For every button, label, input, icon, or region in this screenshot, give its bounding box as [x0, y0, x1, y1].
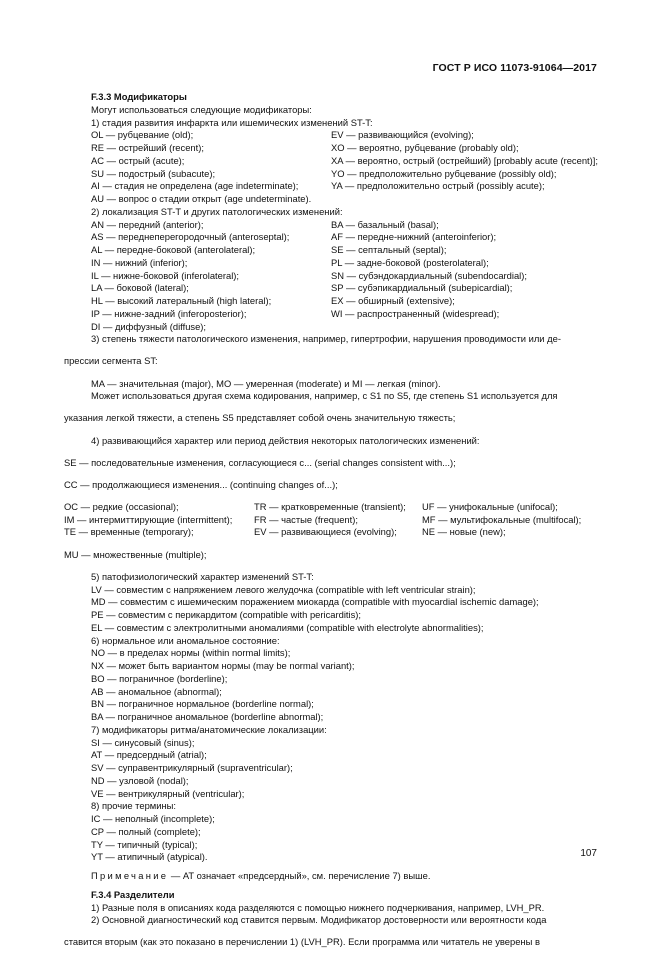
group8-line: TY — типичный (typical); [91, 838, 198, 850]
g2-right: WI — распространенный (widespread); [331, 307, 500, 319]
g2-left: AL — передне-боковой (anterolateral); [91, 244, 256, 255]
note-text: — AT означает «предсердный», см. перечисление 7) выше. [168, 870, 431, 882]
g4-col1: IM — интермиттирующие (intermittent); [64, 513, 233, 525]
g1-right: EV — развивающийся (evolving); [331, 129, 474, 141]
separators-para1: 1) Разные поля в описаниях кода разделяются с помощью нижнего подчеркивания, например, LVH_PR. [91, 901, 545, 913]
group1-row [91, 155, 599, 168]
g1-right: YO — предположительно рубцевание (possibly old); [331, 167, 557, 179]
g1-left: AI — стадия не определена (age indeterminate); [91, 180, 299, 192]
g4-col2: TR — кратковременные (transient); [254, 500, 406, 512]
g1-left: AC — острый (acute); [91, 154, 185, 166]
group3-severity: MA — значительная (major), MO — умеренная (moderate) и MI — легкая (minor). [91, 377, 441, 389]
g2-right: SE — септальный (septal); [331, 244, 447, 255]
g2-left: AN — передний (anterior); [91, 218, 204, 230]
group1-row [91, 142, 599, 155]
g2-right: BA — базальный (basal); [331, 218, 439, 230]
group4-title: 4) развивающийся характер или период действия некоторых патологических изменений: [91, 434, 480, 446]
group6-line: AB — аномальное (abnormal); [91, 685, 222, 697]
group6-line: BA — пограничное аномальное (borderline abnormal); [91, 711, 324, 723]
group8-line: YT — атипичный (atypical). [91, 851, 208, 863]
g1-right: XO — вероятно, рубцевание (probably old); [331, 142, 519, 153]
g2-left: IN — нижний (inferior); [91, 256, 188, 268]
group4-row [64, 526, 599, 539]
group2-row [91, 244, 599, 257]
group4-se: SE — последовательные изменения, согласующиеся с... (serial changes consistent with...); [64, 456, 456, 468]
group7-line: SI — синусовый (sinus); [91, 736, 195, 748]
section-title-f33: F.3.3 Модификаторы [91, 91, 187, 102]
separators-para2-line2: ставится вторым (как это показано в перечислении 1) (LVH_PR). Если программа или читатель не уверены в [64, 936, 540, 948]
group7-line: 7) модификаторы ритма/анатомические локализации: [91, 723, 327, 735]
g1-right: YA — предположительно острый (possibly acute); [331, 180, 545, 192]
g4-col2: EV — развивающиеся (evolving); [254, 526, 397, 538]
group4-row [64, 501, 599, 514]
separators-para2-line1: 2) Основной диагностический код ставится первым. Модификатор достоверности или вероятности кода [91, 914, 547, 926]
g1-left: SU — подострый (subacute); [91, 167, 216, 179]
group1-row [91, 168, 599, 181]
group4-last: MU — множественные (multiple); [64, 548, 207, 560]
group5-line: LV — совместим с напряжением левого желудочка (compatible with left ventricular strain); [91, 583, 476, 595]
group6-line: BO — пограничное (borderline); [91, 672, 228, 684]
group3-line2: прессии сегмента ST: [64, 355, 158, 367]
group1-row [91, 129, 599, 142]
group8-line: 8) прочие термины: [91, 800, 176, 812]
note-label: Примечание [91, 870, 169, 882]
g2-left: AS — переднеперегородочный (anteroseptal); [91, 231, 290, 243]
g4-col3: UF — унифокальные (unifocal); [422, 500, 558, 512]
g4-col1: OC — редкие (occasional); [64, 500, 179, 512]
group5-line: 5) патофизиологический характер изменений ST-T: [91, 570, 314, 582]
group4-cc: CC — продолжающиеся изменения... (continuing changes of...); [64, 478, 338, 490]
group3-note-line1: Может использоваться другая схема кодирования, например, с S1 по S5, где степень S1 используется для [91, 390, 558, 402]
group1-last: AU — вопрос о стадии открыт (age undeterminate). [91, 193, 312, 204]
group5-line: EL — совместим с электролитными аномалиями (compatible with electrolyte abnormalities); [91, 621, 484, 633]
group3-note-line2: указания легкой тяжести, а степень S5 представляет собой очень значительную тяжесть; [64, 412, 456, 424]
intro-line: Могут использоваться следующие модификаторы: [91, 103, 312, 115]
g4-col3: MF — мультифокальные (multifocal); [422, 513, 582, 525]
g2-left: IP — нижне-задний (inferoposterior); [91, 307, 247, 319]
group1-row [91, 180, 599, 193]
g1-left: OL — рубцевание (old); [91, 129, 194, 141]
group2-title: 2) локализация ST-T и других патологических изменений: [91, 205, 343, 217]
group2-row [91, 282, 599, 295]
group6-line: NO — в пределах нормы (within normal limits); [91, 647, 291, 659]
g4-col2: FR — частые (frequent); [254, 513, 358, 525]
group2-row [91, 231, 599, 244]
group6-line: BN — пограничное нормальное (borderline normal); [91, 698, 314, 710]
g2-left: LA — боковой (lateral); [91, 282, 189, 294]
g4-col3: NE — новые (new); [422, 526, 506, 538]
group7-line: SV — суправентрикулярный (supraventricular); [91, 762, 293, 774]
group8-line: IC — неполный (incomplete); [91, 813, 215, 825]
group7-line: ND — узловой (nodal); [91, 774, 189, 786]
g1-left: RE — острейший (recent); [91, 142, 204, 153]
g4-col1: TE — временные (temporary); [64, 526, 194, 538]
group7-line: AT — предсердный (atrial); [91, 749, 207, 761]
g2-right: SN — субэндокардиальный (subendocardial); [331, 269, 527, 281]
g2-right: PL — задне-боковой (posterolateral); [331, 256, 489, 268]
g2-right: SP — субэпикардиальный (subepicardial); [331, 282, 513, 294]
group2-row [91, 308, 599, 321]
group2-row [91, 257, 599, 270]
g2-left: HL — высокий латеральный (high lateral); [91, 295, 272, 306]
group3-line1: 3) степень тяжести патологического изменения, например, гипертрофии, нарушения проводимости или де- [91, 333, 561, 345]
group2-row [91, 295, 599, 308]
group8-line: CP — полный (complete); [91, 825, 201, 837]
group2-row [91, 270, 599, 283]
group2-row [91, 219, 599, 232]
group2-last: DI — диффузный (diffuse); [91, 320, 207, 332]
note [91, 870, 599, 883]
group5-line: PE — совместим с перикардитом (compatible with pericarditis); [91, 609, 362, 621]
group1-title: 1) стадия развития инфаркта или ишемических изменений ST-T: [91, 116, 373, 128]
group5-line: MD — совместим с ишемическим поражением миокарда (compatible with myocardial ischemic damage); [91, 596, 539, 608]
document-body [64, 91, 599, 959]
group7-line: VE — вентрикулярный (ventricular); [91, 787, 245, 799]
g2-right: AF — передне-нижний (anteroinferior); [331, 231, 497, 243]
g2-right: EX — обширный (extensive); [331, 295, 455, 306]
section-title-f34: F.3.4 Разделители [91, 888, 175, 900]
page-number: 107 [580, 848, 597, 859]
document-header: ГОСТ Р ИСО 11073-91064—2017 [432, 62, 597, 74]
group4-row [64, 514, 599, 527]
g1-right: XA — вероятно, острый (острейший) [probably acute (recent)]; [331, 154, 598, 166]
g2-left: IL — нижне-боковой (inferolateral); [91, 269, 240, 281]
group6-line: NX — может быть вариантом нормы (may be normal variant); [91, 660, 355, 672]
group6-line: 6) нормальное или аномальное состояние: [91, 634, 280, 646]
